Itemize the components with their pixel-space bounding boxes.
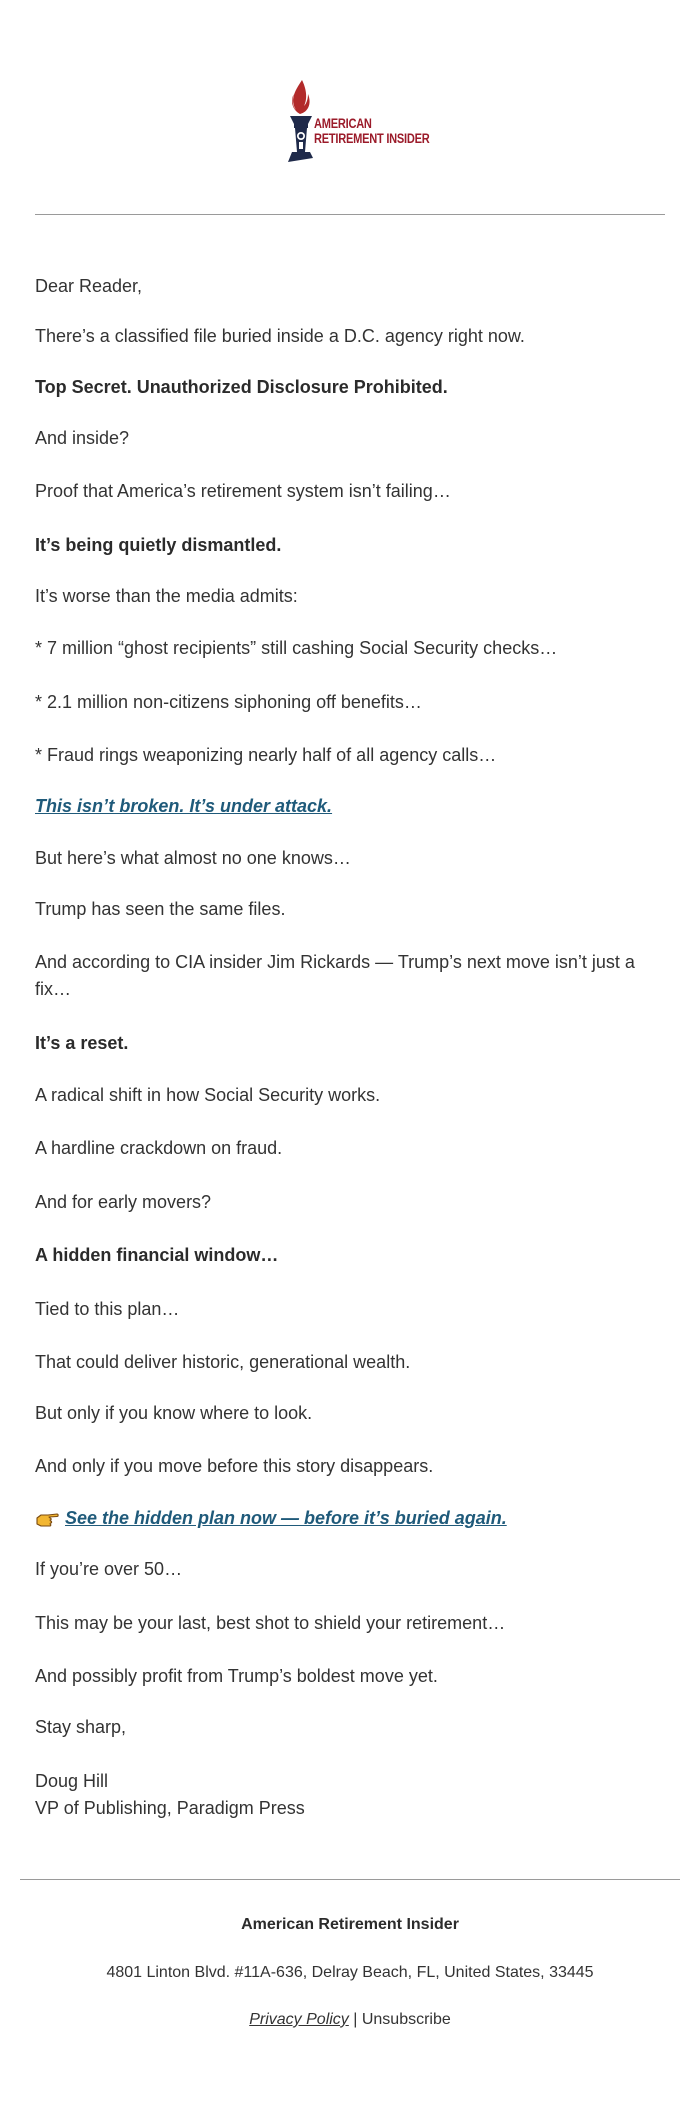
hidden-plan-link[interactable]: See the hidden plan now — before it’s buried again. (65, 1508, 507, 1528)
paragraph: And inside? (35, 428, 130, 448)
email-header (0, 0, 700, 200)
footer-links (0, 2011, 700, 2029)
paragraph-bold: A hidden financial window… (35, 1245, 279, 1265)
sign-off: Stay sharp, (35, 1717, 127, 1737)
paragraph-bold: It’s being quietly dismantled. (35, 535, 282, 555)
pointing-hand-icon (35, 1510, 59, 1528)
bullet-item: * Fraud rings weaponizing nearly half of all agency calls… (35, 745, 497, 765)
paragraph: But here’s what almost no one knows… (35, 848, 351, 868)
signature-name: Doug Hill (35, 1771, 109, 1791)
paragraph: It’s worse than the media admits: (35, 586, 298, 606)
paragraph: If you’re over 50… (35, 1559, 183, 1579)
paragraph: And only if you move before this story disappears. (35, 1456, 434, 1476)
paragraph: Tied to this plan… (35, 1299, 180, 1319)
paragraph: And for early movers? (35, 1192, 212, 1212)
signature-title: VP of Publishing, Paradigm Press (35, 1798, 305, 1818)
paragraph: A radical shift in how Social Security works. (35, 1085, 381, 1105)
paragraph: Trump has seen the same files. (35, 899, 286, 919)
logo-wordmark (314, 116, 430, 146)
attack-link[interactable]: This isn’t broken. It’s under attack. (35, 796, 333, 816)
paragraph: And according to CIA insider Jim Rickards — Trump’s next move isn’t just a fix… (35, 952, 635, 999)
paragraph: There’s a classified file buried inside a D.C. agency right now. (35, 326, 525, 346)
paragraph: And possibly profit from Trump’s boldest move yet. (35, 1666, 438, 1686)
footer-company: American Retirement Insider (241, 1916, 459, 1933)
logo-line-1: AMERICAN (314, 116, 372, 131)
header-divider (35, 214, 665, 215)
paragraph: Proof that America’s retirement system isn’t failing… (35, 481, 451, 501)
bullet-item: * 7 million “ghost recipients” still cashing Social Security checks… (35, 638, 558, 658)
paragraph: A hardline crackdown on fraud. (35, 1138, 283, 1158)
greeting: Dear Reader, (35, 276, 143, 296)
paragraph-bold: It’s a reset. (35, 1033, 129, 1053)
unsubscribe-link[interactable]: Unsubscribe (361, 2011, 451, 2028)
footer-divider (20, 1879, 680, 1880)
bullet-item: * 2.1 million non-citizens siphoning off benefits… (35, 692, 422, 712)
logo-line-2: RETIREMENT INSIDER (314, 131, 430, 146)
paragraph: This may be your last, best shot to shield your retirement… (35, 1613, 506, 1633)
paragraph: That could deliver historic, generational wealth. (35, 1352, 411, 1372)
cta-line (35, 1505, 665, 1532)
paragraph-bold: Top Secret. Unauthorized Disclosure Prohibited. (35, 377, 448, 397)
brand-logo[interactable] (280, 78, 430, 168)
paragraph: But only if you know where to look. (35, 1403, 313, 1423)
link-separator: | (348, 2011, 362, 2028)
privacy-policy-link[interactable]: Privacy Policy (249, 2011, 349, 2028)
footer-address: 4801 Linton Blvd. #11A-636, Delray Beach, FL, United States, 33445 (106, 1964, 594, 1981)
